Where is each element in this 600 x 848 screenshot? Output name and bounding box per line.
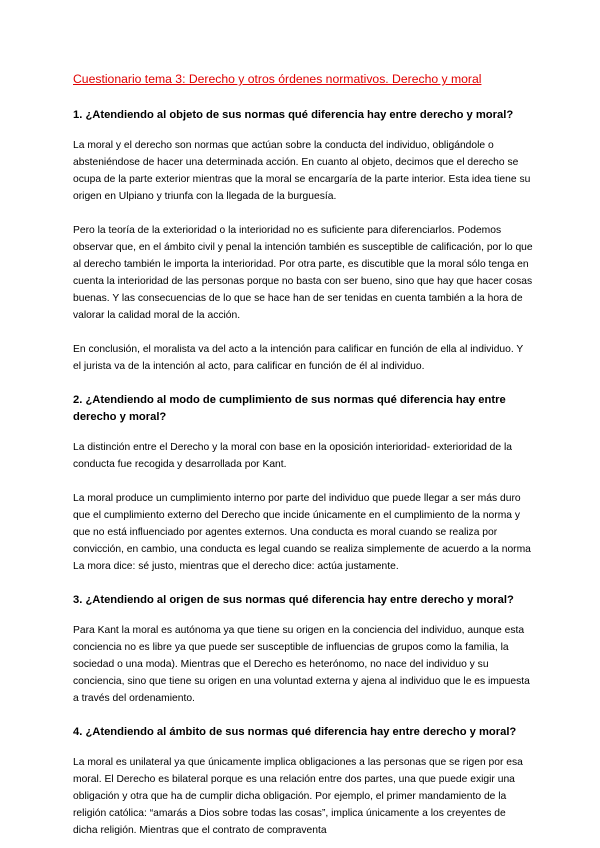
paragraph: La distinción entre el Derecho y la moral con base en la oposición interioridad- exterioridad de la conducta fue recogida y desarrollada por Kant. bbox=[73, 442, 513, 470]
document-title: Cuestionario tema 3: Derecho y otros órdenes normativos. Derecho y moral bbox=[73, 72, 482, 86]
paragraph: En conclusión, el moralista va del acto a la intención para calificar en función de ella al individuo. Y el jurista va de la intención al acto, para calificar en función de él al individuo. bbox=[73, 344, 524, 372]
paragraph: Para Kant la moral es autónoma ya que tiene su origen en la conciencia del individuo, aunque esta conciencia no es libre ya que puede ser susceptible de influencias de grupos como la familia, la sociedad o una moda). Mientras que el Derecho es heterónomo, no nace del individuo y su conciencia, sino que tiene su origen en una voluntad externa y ajena al individuo que le es impuesta a través del ordenamiento. bbox=[73, 625, 530, 704]
document-content bbox=[73, 72, 533, 839]
paragraph: La moral es unilateral ya que únicamente implica obligaciones a las personas que se rigen por esa moral. El Derecho es bilateral porque es una relación entre dos partes, una que puede exigir una obligación y otra que ha de cumplir dicha obligación. Por ejemplo, el primer mandamiento de la religión católica: “amarás a Dios sobre todas las cosas”, implica únicamente a los creyentes de dicha religión. Mientras que el contrato de compraventa bbox=[73, 757, 523, 836]
section-3 bbox=[73, 592, 533, 707]
section-question: 4. ¿Atendiendo al ámbito de sus normas qué diferencia hay entre derecho y moral? bbox=[73, 726, 517, 738]
paragraph: La moral y el derecho son normas que actúan sobre la conducta del individuo, obligándole o absteniéndose de hacer una determinada acción. En cuanto al objeto, decimos que el derecho se ocupa de la parte exterior mientras que la moral se encargaría de la parte interior. Esta idea tiene su origen en Ulpiano y triunfa con la llegada de la burguesía. bbox=[73, 140, 531, 202]
section-question: 1. ¿Atendiendo al objeto de sus normas qué diferencia hay entre derecho y moral? bbox=[73, 109, 514, 121]
section-4 bbox=[73, 724, 533, 839]
paragraph: La moral produce un cumplimiento interno por parte del individuo que puede llegar a ser más duro que el cumplimiento externo del Derecho que incide únicamente en el cumplimiento de la norma y que no está influenciado por agentes externos. Una conducta es moral cuando se realiza por convicción, en cambio, una conducta es legal cuando se realiza simplemente de acuerdo a la norma La mora dice: sé justo, mientras que el derecho dice: actúa justamente. bbox=[73, 493, 531, 572]
section-2 bbox=[73, 392, 533, 575]
section-question: 2. ¿Atendiendo al modo de cumplimiento de sus normas qué diferencia hay entre derecho y moral? bbox=[73, 394, 506, 423]
section-question: 3. ¿Atendiendo al origen de sus normas qué diferencia hay entre derecho y moral? bbox=[73, 594, 514, 606]
paragraph: Pero la teoría de la exterioridad o la interioridad no es suficiente para diferenciarlos. Podemos observar que, en el ámbito civil y penal la intención también es susceptible de calificación, por lo que al derecho también le importa la interioridad. Por otra parte, es discutible que la moral sólo tenga en cuenta la interioridad de las personas porque no basta con ser bueno, sino que hay que hacer cosas buenas. Y las consecuencias de lo que se hace han de ser tenidas en cuenta también a la hora de valorar la calidad moral de la acción. bbox=[73, 225, 533, 321]
section-1 bbox=[73, 107, 533, 375]
